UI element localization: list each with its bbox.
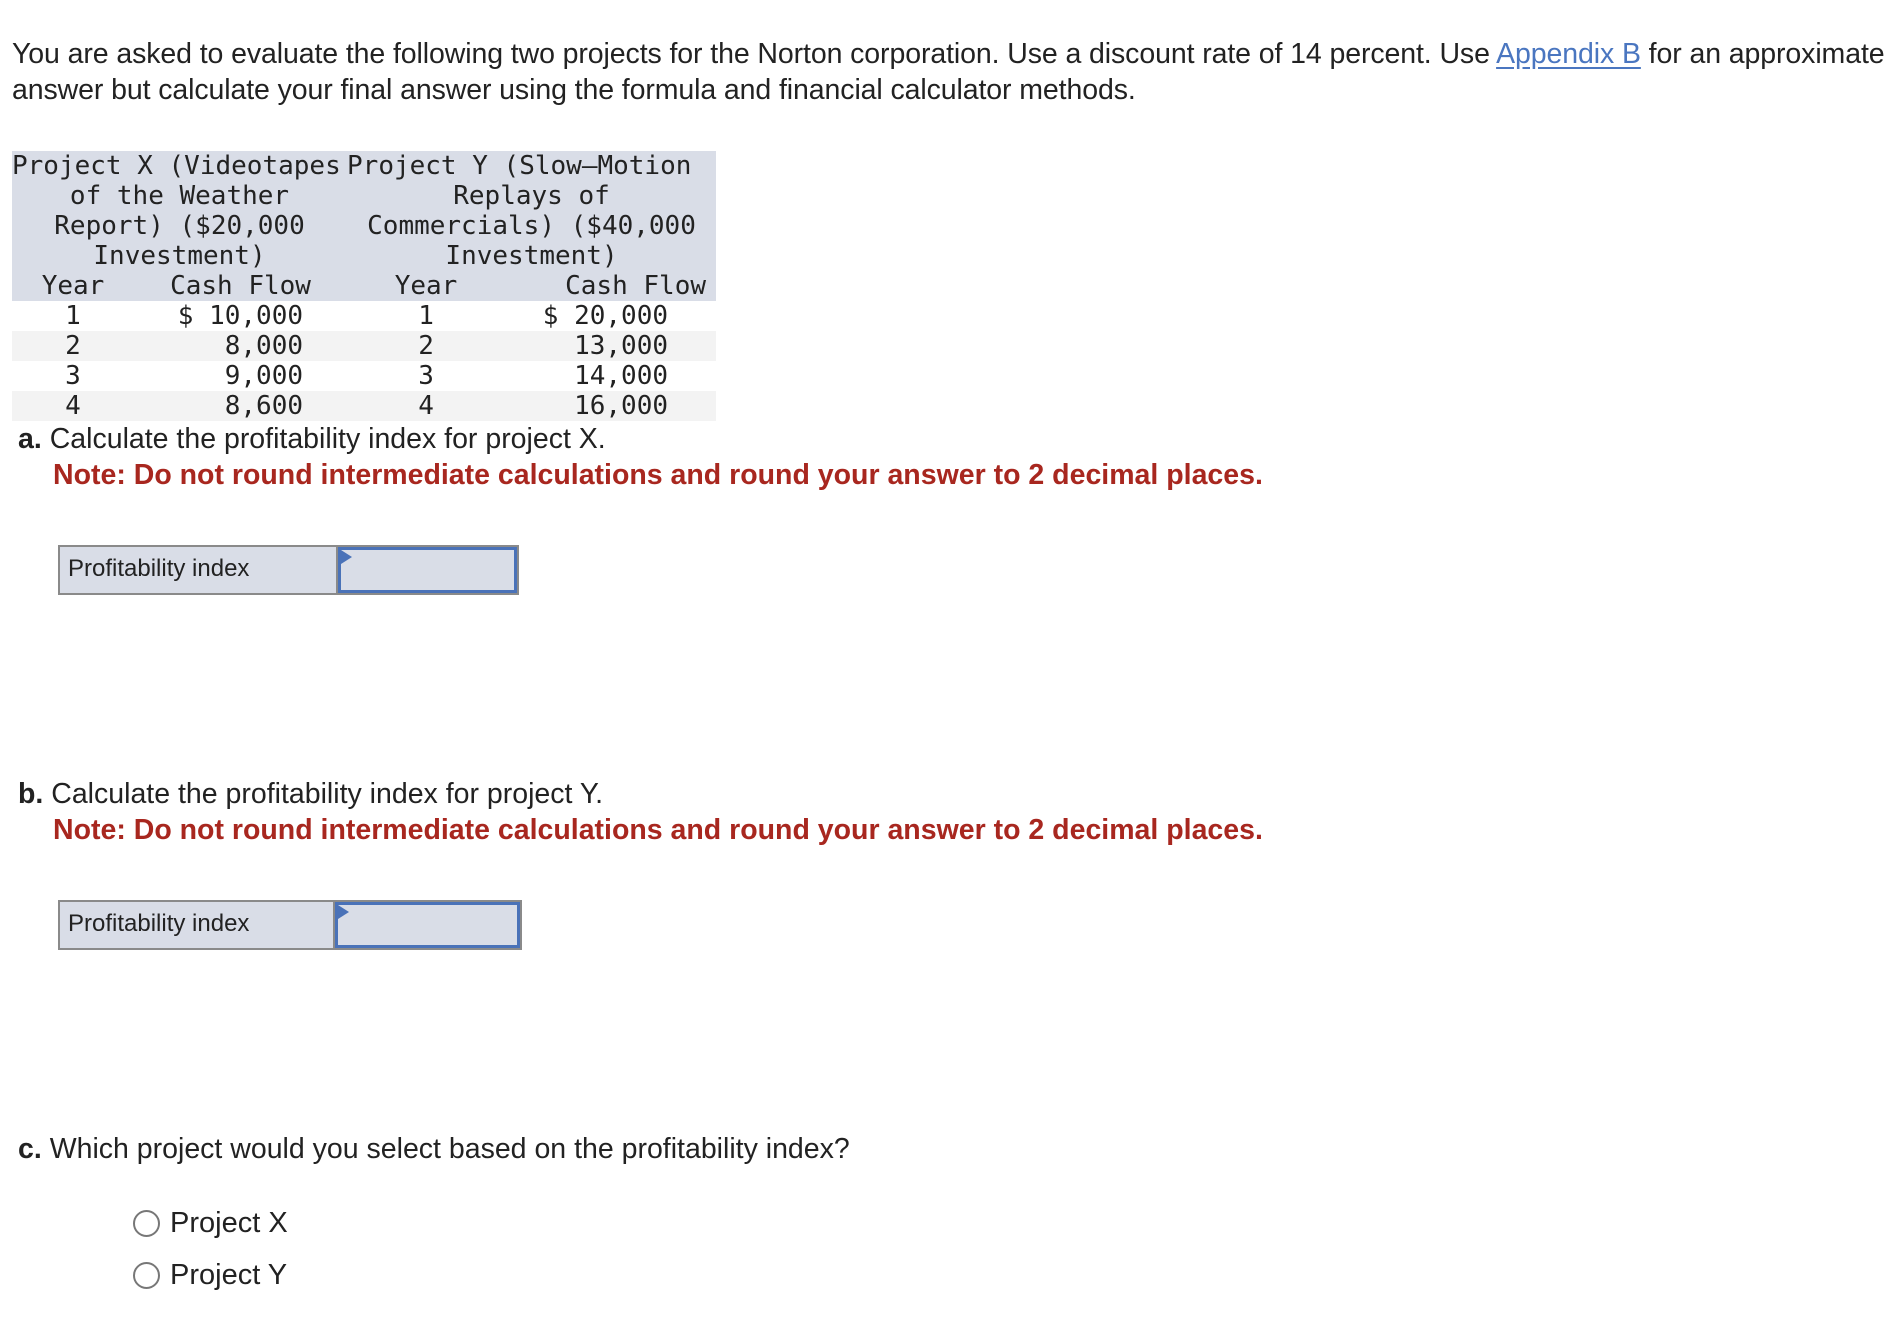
x-cash-cell: $ 10,000 [177, 301, 304, 331]
radio-circle-icon[interactable] [133, 1262, 160, 1289]
x-cash-cell: 8,000 [134, 331, 347, 361]
part-a-letter: a. [18, 423, 42, 455]
y-year-header: Year [347, 271, 505, 301]
part-b-question [18, 776, 603, 812]
profitability-index-x-input[interactable] [341, 550, 514, 590]
part-a-question [18, 421, 606, 457]
part-c-question-text: Which project would you select based on the profitability index? [41, 1133, 850, 1165]
table-row [12, 301, 716, 331]
x-year-header: Year [12, 271, 134, 301]
radio-option-project-x[interactable] [133, 1205, 288, 1241]
input-marker-icon [341, 550, 352, 564]
project-x-title-line: Investment) [93, 241, 266, 271]
part-b-input-label: Profitability index [60, 902, 335, 948]
part-a-question-text: Calculate the profitability index for project X. [41, 423, 606, 455]
part-b-letter: b. [18, 778, 44, 810]
y-year-cell: 4 [347, 391, 505, 421]
project-y-title-line: Replays of [453, 181, 610, 211]
x-year-cell: 1 [65, 301, 81, 331]
y-year-cell: 1 [418, 301, 434, 331]
project-y-title-line: Project Y (Slow–Motion [347, 151, 692, 181]
part-b-answer-box [58, 900, 522, 950]
cash-flow-table [12, 151, 716, 421]
y-year-cell: 3 [418, 361, 434, 391]
intro-text-end: for an approximate answer but calculate your final answer using the formula and financial calculator methods. [12, 38, 1885, 106]
appendix-b-link[interactable]: Appendix B [1496, 38, 1641, 70]
project-x-header [12, 151, 347, 271]
table-row [12, 361, 716, 391]
profitability-index-y-input[interactable] [338, 905, 517, 945]
y-cash-cell: 16,000 [505, 391, 716, 421]
part-a-input-label: Profitability index [60, 547, 338, 593]
y-cash-cell: 13,000 [505, 331, 716, 361]
x-year-cell: 2 [12, 331, 134, 361]
x-cash-flow-header: Cash Flow [134, 271, 347, 301]
part-b-input-cell[interactable] [335, 902, 520, 948]
part-a-answer-box [58, 545, 519, 595]
intro-text-start: You are asked to evaluate the following two projects for the Norton corporation. Use a discount rate of 14 percent. Use [12, 38, 1497, 70]
radio-label-project-x[interactable]: Project X [170, 1207, 288, 1239]
project-y-header [347, 151, 716, 271]
part-c-question [18, 1131, 850, 1167]
part-a-note: Note: Do not round intermediate calculations and round your answer to 2 decimal places. [53, 459, 1263, 491]
y-cash-cell: $ 20,000 [542, 301, 669, 331]
y-cash-flow-header: Cash Flow [505, 271, 716, 301]
part-b-note: Note: Do not round intermediate calculations and round your answer to 2 decimal places. [53, 814, 1263, 846]
project-x-title-line: of the Weather [69, 181, 290, 211]
project-x-title-line: Project X (Videotapes [12, 151, 341, 181]
input-marker-icon [338, 905, 349, 919]
project-y-title-line: Commercials) ($40,000 [367, 211, 696, 241]
table-row [12, 331, 716, 361]
part-c-letter: c. [18, 1133, 42, 1165]
x-year-cell: 3 [65, 361, 81, 391]
part-a-input-cell[interactable] [338, 547, 517, 593]
radio-circle-icon[interactable] [133, 1210, 160, 1237]
radio-option-project-y[interactable] [133, 1257, 287, 1293]
y-year-cell: 2 [347, 331, 505, 361]
radio-label-project-y[interactable]: Project Y [170, 1259, 288, 1291]
problem-statement [12, 36, 1902, 108]
project-y-title-line: Investment) [445, 241, 618, 271]
x-cash-cell: 8,600 [134, 391, 347, 421]
x-year-cell: 4 [12, 391, 134, 421]
table-row [12, 391, 716, 421]
y-cash-cell: 14,000 [574, 361, 669, 391]
project-x-title-line: Report) ($20,000 [54, 211, 305, 241]
x-cash-cell: 9,000 [224, 361, 304, 391]
part-b-question-text: Calculate the profitability index for project Y. [43, 778, 604, 810]
